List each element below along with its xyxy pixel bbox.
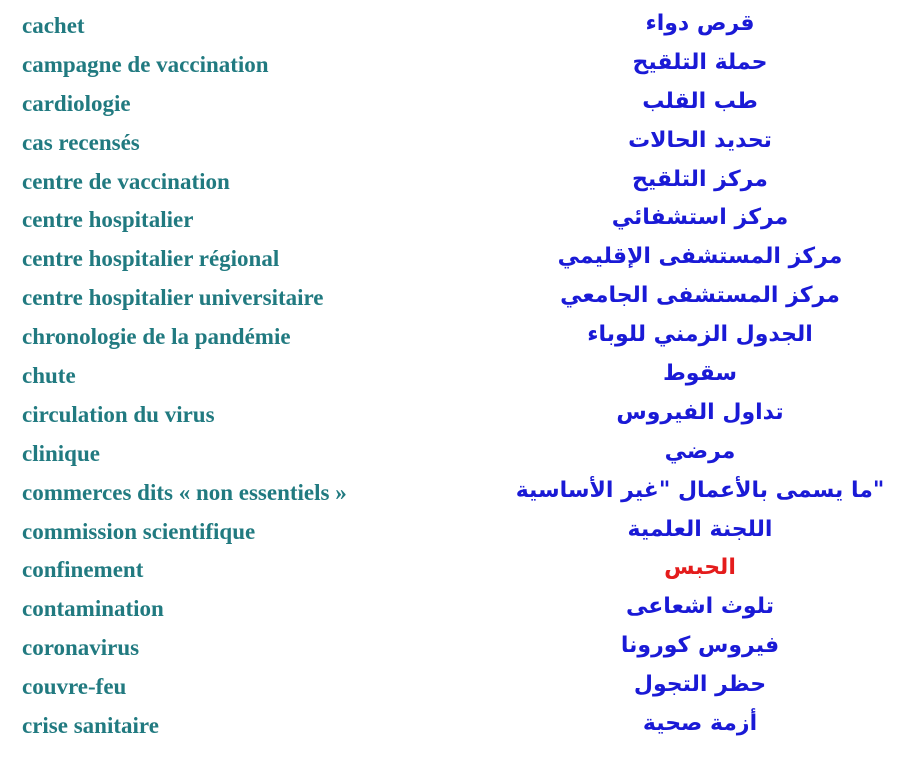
glossary-row bbox=[0, 629, 900, 668]
glossary-row bbox=[0, 163, 900, 202]
french-term: centre hospitalier bbox=[22, 207, 194, 233]
french-term: circulation du virus bbox=[22, 401, 215, 427]
glossary-row bbox=[0, 240, 900, 279]
glossary-row bbox=[0, 396, 900, 435]
french-term: cardiologie bbox=[22, 90, 131, 116]
glossary-row bbox=[0, 668, 900, 707]
arabic-term: مركز المستشفى الجامعي bbox=[560, 283, 840, 309]
arabic-term: مركز المستشفى الإقليمي bbox=[557, 244, 843, 270]
glossary-row bbox=[0, 124, 900, 163]
french-term: crise sanitaire bbox=[22, 713, 159, 739]
french-term: chute bbox=[22, 363, 76, 389]
arabic-term: مرضي bbox=[664, 438, 736, 464]
arabic-term-highlighted: الحبس bbox=[664, 555, 736, 581]
arabic-term: "ما يسمى بالأعمال "غير الأساسية bbox=[515, 477, 885, 503]
french-term: chronologie de la pandémie bbox=[22, 324, 291, 350]
arabic-term: سقوط bbox=[662, 361, 738, 387]
french-term: commission scientifique bbox=[22, 518, 256, 544]
glossary-row bbox=[0, 474, 900, 513]
french-term: centre de vaccination bbox=[22, 168, 230, 194]
arabic-term: فيروس كورونا bbox=[620, 633, 780, 659]
arabic-term: حظر التجول bbox=[633, 672, 767, 698]
arabic-term: حملة التلقيح bbox=[632, 49, 768, 75]
glossary-table bbox=[0, 7, 900, 746]
glossary-row bbox=[0, 435, 900, 474]
glossary-row bbox=[0, 279, 900, 318]
glossary-row bbox=[0, 590, 900, 629]
glossary-row bbox=[0, 551, 900, 590]
glossary-row bbox=[0, 7, 900, 46]
french-term: confinement bbox=[22, 557, 144, 583]
arabic-term: اللجنة العلمية bbox=[627, 516, 773, 542]
arabic-term: تحديد الحالات bbox=[628, 127, 772, 153]
french-term: cachet bbox=[22, 13, 85, 38]
french-term: centre hospitalier universitaire bbox=[22, 285, 324, 311]
arabic-term: تلوث اشعاعى bbox=[626, 594, 774, 620]
glossary-row bbox=[0, 707, 900, 746]
glossary-row bbox=[0, 318, 900, 357]
arabic-term: مركز التلقيح bbox=[632, 166, 768, 192]
glossary-row bbox=[0, 85, 900, 124]
arabic-term: تداول الفيروس bbox=[616, 399, 784, 425]
french-term: cas recensés bbox=[22, 129, 140, 155]
arabic-term: مركز استشفائي bbox=[611, 205, 789, 231]
arabic-term: طب القلب bbox=[642, 88, 758, 114]
french-term: coronavirus bbox=[22, 635, 140, 661]
french-term: contamination bbox=[22, 596, 164, 622]
glossary-row bbox=[0, 201, 900, 240]
arabic-term: أزمة صحية bbox=[642, 711, 758, 737]
glossary-row bbox=[0, 513, 900, 552]
french-term: centre hospitalier régional bbox=[22, 246, 280, 272]
arabic-term: قرص دواء bbox=[645, 11, 755, 36]
french-term: campagne de vaccination bbox=[22, 51, 269, 77]
french-term: clinique bbox=[22, 440, 100, 466]
glossary-row bbox=[0, 46, 900, 85]
french-term: couvre-feu bbox=[22, 674, 127, 700]
french-term: commerces dits « non essentiels » bbox=[22, 479, 347, 505]
arabic-term: الجدول الزمني للوباء bbox=[587, 322, 813, 348]
glossary-row bbox=[0, 357, 900, 396]
